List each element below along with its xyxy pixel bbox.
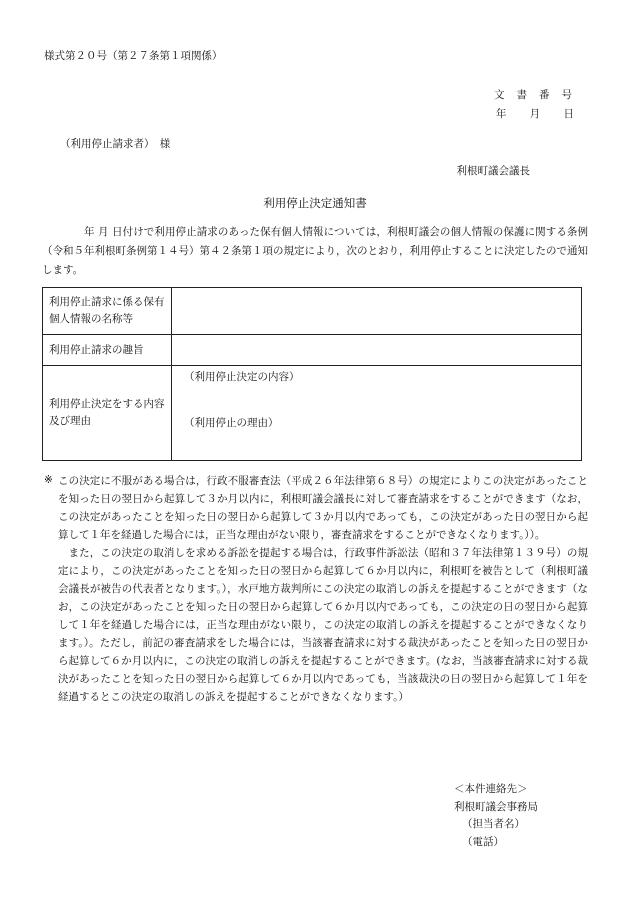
contact-person: （担当者名） [462, 818, 525, 830]
contact-phone: （電話） [462, 835, 504, 848]
table-label-decision: 利用停止決定をする内容及び理由 [43, 366, 172, 461]
form-number: 様式第２０号（第２７条第１項関係） [44, 50, 223, 62]
note-mark: ※ [44, 474, 53, 486]
table-row [43, 335, 582, 366]
sender-name: 利根町議会議長 [456, 165, 530, 177]
table-row [43, 366, 582, 461]
table-label-info-name: 利用停止請求に係る保有個人情報の名称等 [43, 288, 172, 335]
contact-heading: ＜本件連絡先＞ [454, 783, 528, 795]
table-cell-request-purpose [172, 335, 582, 366]
table-cell-decision [172, 366, 582, 461]
decision-content-label: （利用停止決定の内容） [184, 371, 300, 383]
table-label-request-purpose: 利用停止請求の趣旨 [43, 335, 172, 366]
table-row [43, 288, 582, 335]
note-paragraph-lawsuit: また，この決定の取消しを求める訴訟を提起する場合は，行政事件訴訟法（昭和３７年法律第１３９号）の規定により，この決定があったことを知った日の翌日から起算して６か月以内に，利根町を被告として（利根町議会議長が被告の代表者となります。），水戸地方裁判所にこの決定の取消しの訴えを提起することができます（なお，この決定があったことを知った日の翌日から起算して６か月以内であっても，この決定の日の翌日から起算して１年を経過した場合には，正当な理由がない限り，この決定の取消しの訴えを提起することができなくなります。）。ただし，前記の審査請求をした場合には，当該審査請求に対する裁決があったことを知った日の翌日から起算して６か月以内に，この決定の取消しの訴えを提起することができます。(なお，当該審査請求に対する裁決があったことを知った日の翌日から起算して６か月以内であっても，当該裁決の日の翌日から起算して１年を経過するとこの決定の取消しの訴えを提起することができなくなります。） [58, 547, 588, 703]
contact-block [454, 781, 538, 851]
decision-table [42, 287, 582, 461]
body-text: 年 月 日付けで利用停止請求のあった保有個人情報については，利根町議会の個人情報の保護に関する条例（令和５年利根町条例第１４号）第４２条第１項の規定により，次のとおり，利用停止することに決定したので通知します。 [42, 226, 588, 276]
table-cell-info-name [172, 288, 582, 335]
document-number-label: 文書番号 [494, 89, 584, 101]
recipient-line: （利用停止請求者） 様 [60, 138, 171, 150]
document-title: 利用停止決定通知書 [263, 196, 367, 210]
decision-reason-label: （利用停止の理由） [184, 417, 279, 429]
contact-office: 利根町議会事務局 [454, 800, 538, 813]
document-date-label: 年 月 日 [495, 108, 584, 120]
notes-section [44, 472, 588, 706]
note-paragraph-appeal: この決定に不服がある場合は，行政不服審査法（平成２６年法律第６８号）の規定によりこの決定があったことを知った日の翌日から起算して３か月以内に，利根町議会議長に対して審査請求をすることができます（なお，この決定があったことを知った日の翌日から起算して３か月以内であっても，この決定があった日の翌日から起算して１年を経過した場合には，正当な理由がない限り，審査請求をすることができなくなります。））。 [58, 475, 588, 541]
